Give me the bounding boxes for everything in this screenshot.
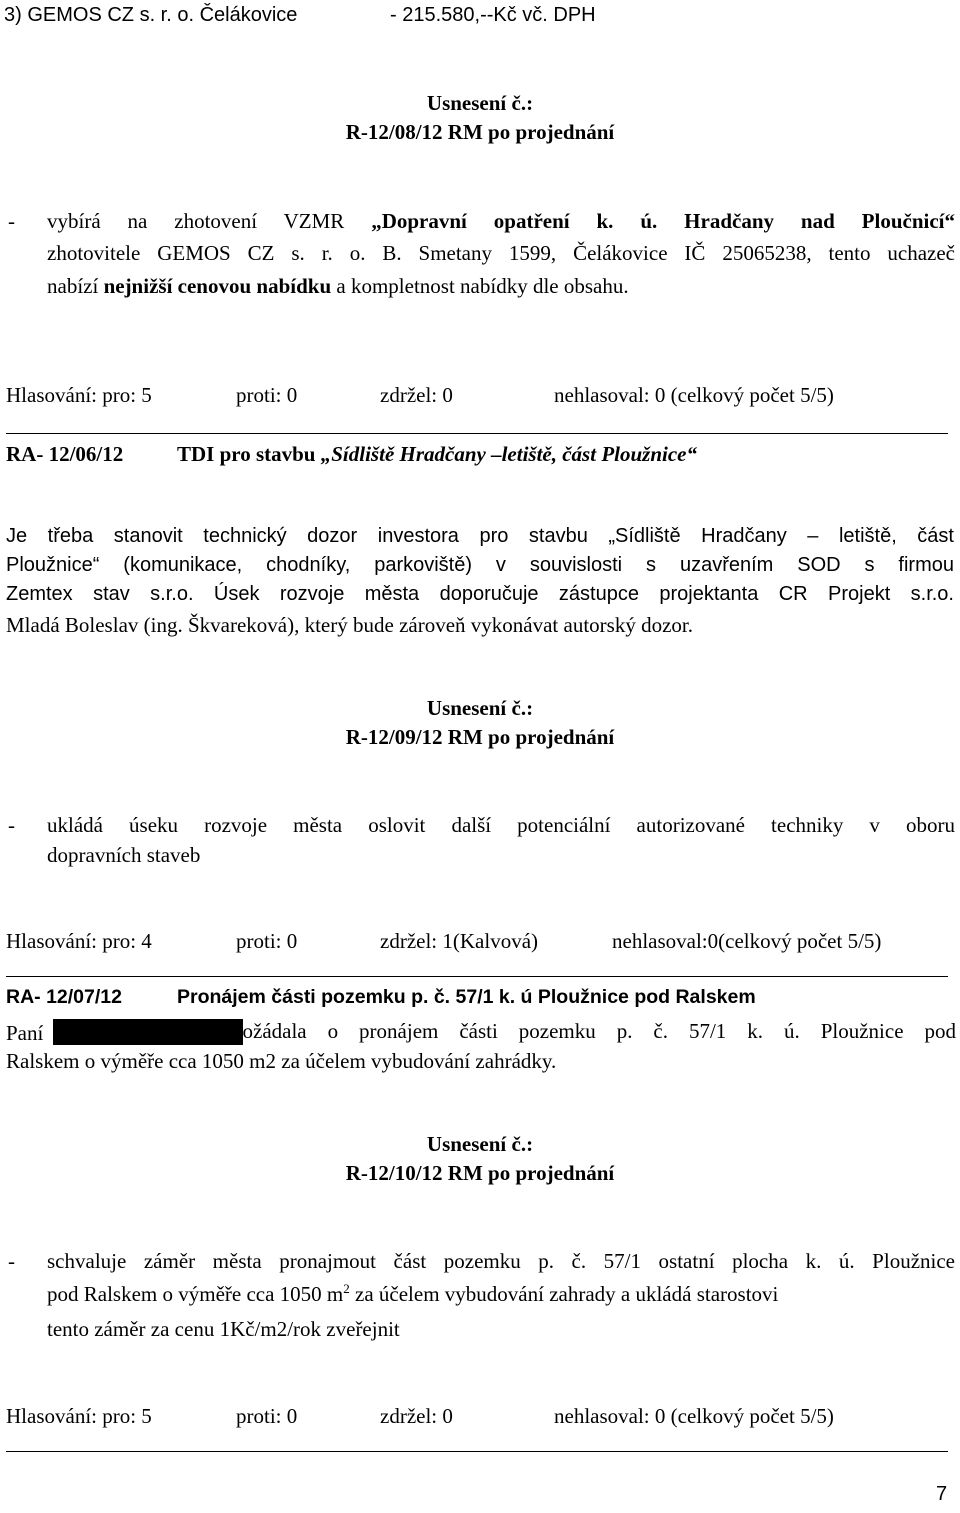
divider — [6, 433, 948, 434]
agenda-text-line — [6, 1019, 243, 1046]
vote-not-voted: nehlasoval: 0 (celkový počet 5/5) — [554, 1404, 834, 1428]
resolution-text-line: zhotovitele GEMOS CZ s. r. o. B. Smetany 1599, Čelákovice IČ 25065238, tento uchazeč — [47, 241, 955, 265]
page-number: 7 — [936, 1483, 948, 1505]
agenda-code: RA- 12/06/12 — [6, 442, 124, 466]
resolution-text-line: ukládá úseku rozvoje města oslovit další potenciální autorizované techniky v oboru — [47, 813, 955, 837]
bidder-line — [4, 4, 297, 27]
agenda-text-line: Je třeba stanovit technický dozor investora pro stavbu „Sídliště Hradčany – letiště, část — [6, 525, 954, 547]
vote-against: proti: 0 — [236, 1404, 298, 1428]
vote-for: Hlasování: pro: 5 — [6, 383, 152, 407]
resolution-heading: Usnesení č.: — [426, 91, 534, 115]
agenda-text-line: Ploužnice“ (komunikace, chodníky, parkoviště) v souvislosti s uzavřením SOD s firmou — [6, 554, 954, 576]
agenda-text-line: požádala o pronájem části pozemku p. č. 57/1 k. ú. Ploužnice pod — [232, 1019, 956, 1043]
divider — [6, 1451, 948, 1452]
agenda-title: TDI pro stavbu „Sídliště Hradčany –letiště, část Ploužnice“ — [177, 442, 697, 466]
resolution-text-line: pod Ralskem o výměře cca 1050 $m^2$ za účelem vybudování zahrady a ukládá starostovi — [47, 1281, 779, 1306]
agenda-text-line: Zemtex stav s.r.o. Úsek rozvoje města doporučuje zástupce projektanta CR Projekt s.r.o. — [6, 583, 954, 605]
addressee: Paní — [6, 1021, 44, 1045]
resolution-number: R-12/10/12 RM po projednání — [345, 1161, 615, 1185]
resolution-heading: Usnesení č.: — [426, 1132, 534, 1156]
list-dash: - — [8, 209, 15, 233]
resolution-text-line: tento záměr za cenu 1Kč/m2/rok zveřejnit — [47, 1317, 400, 1341]
resolution-heading: Usnesení č.: — [426, 696, 534, 720]
resolution-text-line: nabízí nejnižší cenovou nabídku a kompletnost nabídky dle obsahu. — [47, 274, 629, 298]
agenda-text-line: Mladá Boleslav (ing. Škvareková), který bude zároveň vykonávat autorský dozor. — [6, 613, 693, 637]
agenda-code: RA- 12/07/12 — [6, 986, 122, 1008]
resolution-number: R-12/08/12 RM po projednání — [345, 120, 615, 144]
vote-for: Hlasování: pro: 5 — [6, 1404, 152, 1428]
vote-not-voted: nehlasoval:0(celkový počet 5/5) — [612, 929, 882, 953]
vote-abstain: zdržel: 0 — [380, 383, 453, 407]
bidder-price: - 215.580,--Kč vč. DPH — [390, 4, 596, 26]
vote-against: proti: 0 — [236, 929, 298, 953]
agenda-title: Pronájem části pozemku p. č. 57/1 k. ú Ploužnice pod Ralskem — [177, 986, 756, 1008]
resolution-text-line: schvaluje záměr města pronajmout část pozemku p. č. 57/1 ostatní plocha k. ú. Ploužnice — [47, 1249, 955, 1273]
vote-for: Hlasování: pro: 4 — [6, 929, 152, 953]
resolution-text-line: dopravních staveb — [47, 843, 201, 867]
agenda-text-line: Ralskem o výměře cca 1050 m2 za účelem vybudování zahrádky. — [6, 1049, 557, 1073]
divider — [6, 976, 948, 977]
redacted-name — [53, 1019, 243, 1045]
vote-abstain: zdržel: 1(Kalvová) — [380, 929, 539, 953]
resolution-number: R-12/09/12 RM po projednání — [345, 725, 615, 749]
vote-not-voted: nehlasoval: 0 (celkový počet 5/5) — [554, 383, 834, 407]
bidder-name: 3) GEMOS CZ s. r. o. Čelákovice — [4, 4, 298, 26]
vote-abstain: zdržel: 0 — [380, 1404, 453, 1428]
list-dash: - — [8, 813, 15, 837]
list-dash: - — [8, 1249, 15, 1273]
vote-against: proti: 0 — [236, 383, 298, 407]
resolution-text-line: vybírá na zhotovení VZMR „Dopravní opatření k. ú. Hradčany nad Ploučnicí“ — [47, 209, 955, 233]
